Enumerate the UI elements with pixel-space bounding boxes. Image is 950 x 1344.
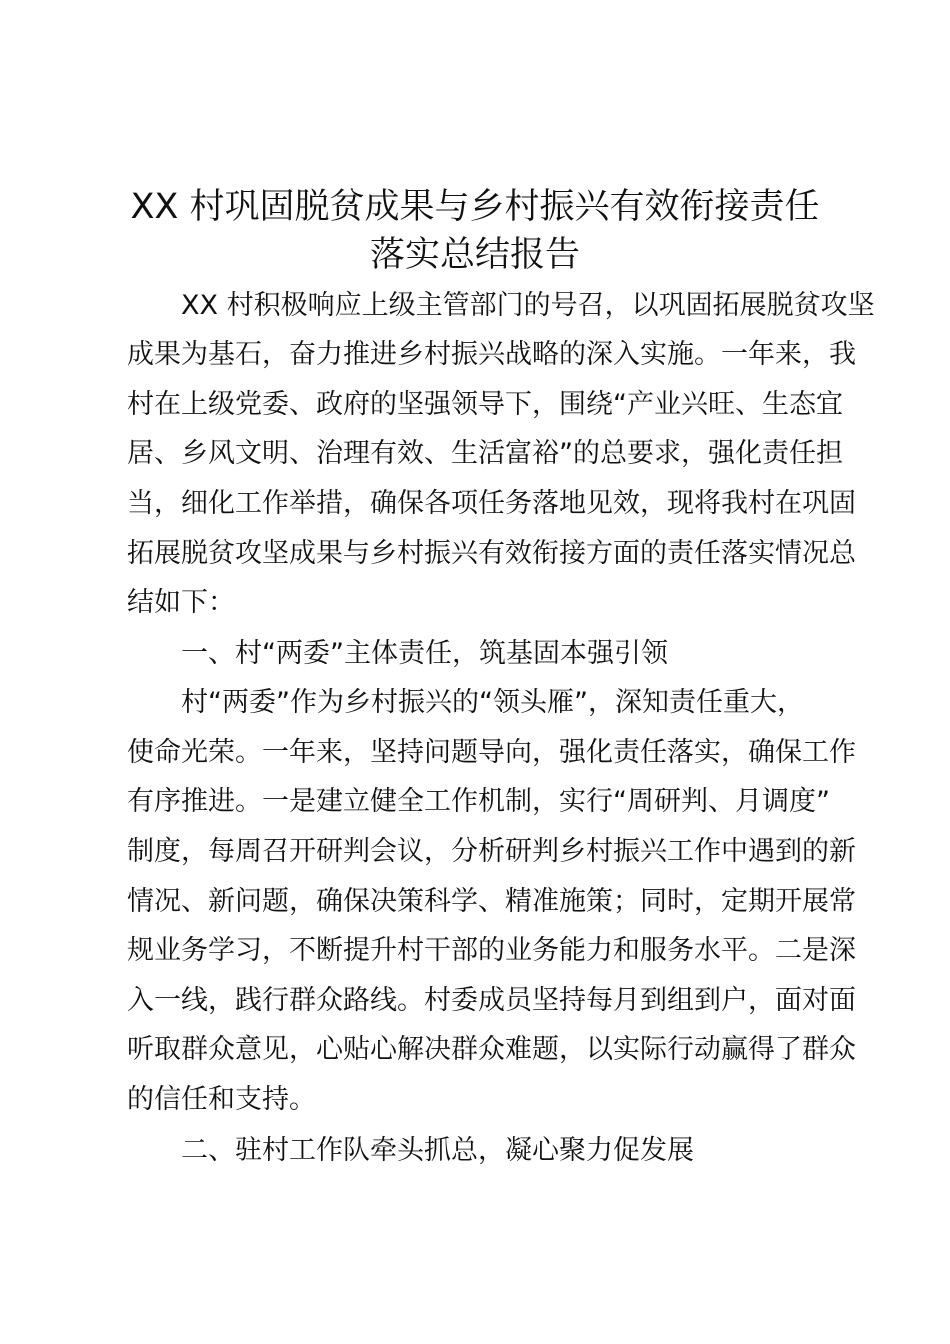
paragraph-1-line-1: XX 村积极响应上级主管部门的号召，以巩固拓展脱贫攻坚 bbox=[181, 290, 875, 321]
paragraph-1-line-4: 居、乡风文明、治理有效、生活富裕”的总要求，强化责任担 bbox=[127, 438, 843, 469]
paragraph-2-line-5: 情况、新问题，确保决策科学、精准施策；同时，定期开展常 bbox=[127, 886, 856, 917]
paragraph-2-line-9: 的信任和支持。 bbox=[127, 1084, 316, 1115]
paragraph-2-line-4: 制度，每周召开研判会议，分析研判乡村振兴工作中遇到的新 bbox=[127, 836, 856, 867]
paragraph-1-line-5: 当，细化工作举措，确保各项任务落地见效，现将我村在巩固 bbox=[127, 488, 856, 519]
paragraph-1-line-3: 村在上级党委、政府的坚强领导下，围绕“产业兴旺、生态宜 bbox=[127, 389, 843, 420]
paragraph-1-line-2: 成果为基石，奋力推进乡村振兴战略的深入实施。一年来，我 bbox=[127, 339, 856, 370]
document-title-line-2: 落实总结报告 bbox=[369, 235, 580, 275]
paragraph-2-line-2: 使命光荣。一年来，坚持问题导向，强化责任落实，确保工作 bbox=[127, 737, 856, 768]
paragraph-2-line-6: 规业务学习，不断提升村干部的业务能力和服务水平。二是深 bbox=[127, 935, 856, 966]
paragraph-2-line-8: 听取群众意见，心贴心解决群众难题，以实际行动赢得了群众 bbox=[127, 1034, 856, 1065]
paragraph-2-line-1: 村“两委”作为乡村振兴的“领头雁”，深知责任重大， bbox=[181, 687, 804, 718]
paragraph-2-line-3: 有序推进。一是建立健全工作机制，实行“周研判、月调度” bbox=[127, 786, 830, 817]
section-heading-1: 一、村“两委”主体责任，筑基固本强引领 bbox=[181, 638, 668, 669]
document-title-line-1: XX 村巩固脱贫成果与乡村振兴有效衔接责任 bbox=[130, 187, 820, 227]
paragraph-2-line-7: 入一线，践行群众路线。村委成员坚持每月到组到户，面对面 bbox=[127, 985, 856, 1016]
section-heading-2: 二、驻村工作队牵头抓总，凝心聚力促发展 bbox=[181, 1135, 694, 1166]
paragraph-1-line-7: 结如下： bbox=[127, 587, 235, 618]
paragraph-1-line-6: 拓展脱贫攻坚成果与乡村振兴有效衔接方面的责任落实情况总 bbox=[127, 538, 856, 569]
